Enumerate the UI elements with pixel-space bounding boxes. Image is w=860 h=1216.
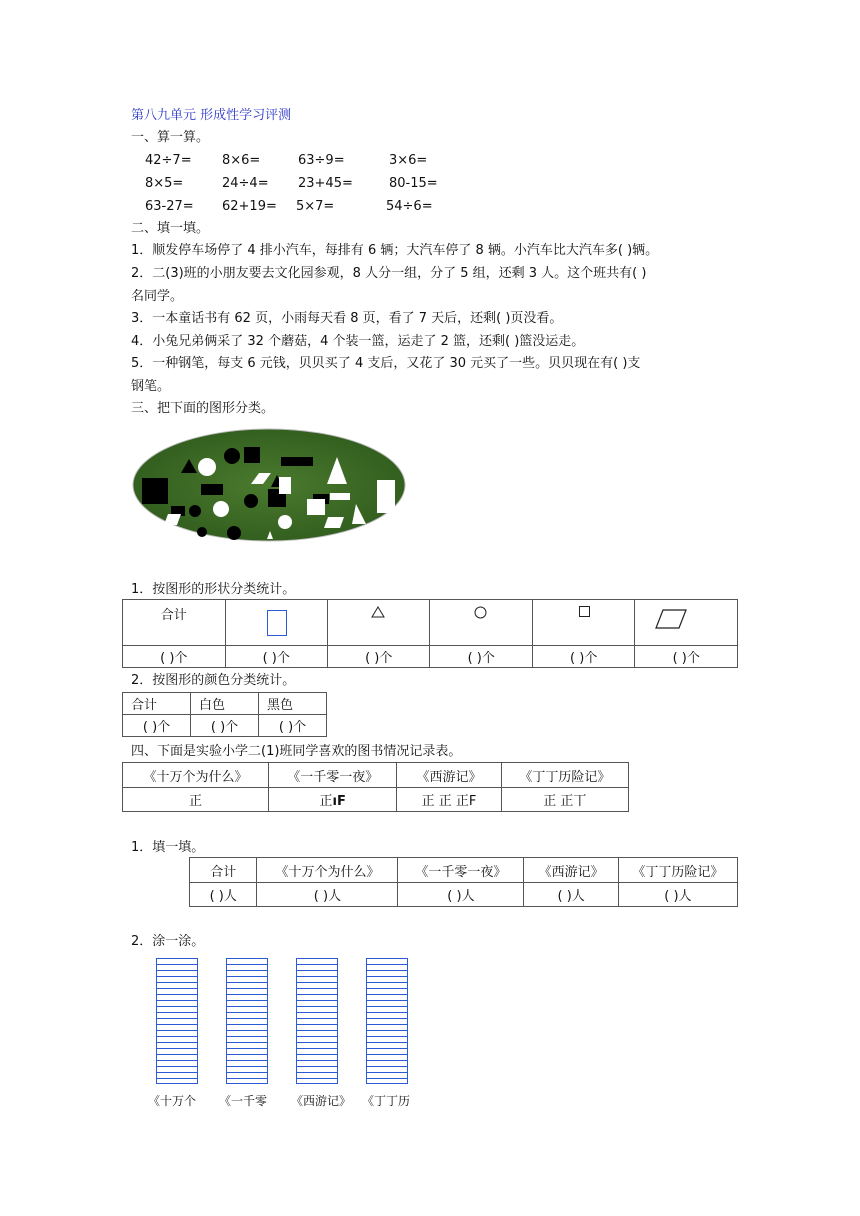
circle-header <box>430 600 532 646</box>
black-circle <box>224 448 240 464</box>
white-rectangle <box>330 493 350 500</box>
partial-tally-mark: 丅 <box>573 794 587 809</box>
problem: 8×6= <box>222 153 261 168</box>
header-cell: 《西游记》 <box>524 858 618 883</box>
problem: 42÷7= <box>145 153 192 168</box>
problem: 5×7= <box>296 199 335 214</box>
section2-heading: 二、填一填。 <box>131 221 210 236</box>
header-cell: 合计 <box>190 858 257 883</box>
header-cell: 《一千零一夜》 <box>269 763 397 788</box>
answer-cell[interactable]: ( )个 <box>123 715 191 737</box>
answer-cell[interactable]: ( )人 <box>190 883 257 907</box>
bar-label: 《丁丁历 <box>362 1094 411 1108</box>
question-2-cont: 名同学。 <box>131 289 184 304</box>
answer-cell[interactable]: ( )人 <box>398 883 524 907</box>
white-rectangle <box>377 480 395 513</box>
total-header: 合计 <box>123 600 226 646</box>
bar-label: 《西游记》 <box>291 1094 352 1108</box>
shape-count-label: 1．按图形的形状分类统计。 <box>131 582 296 597</box>
triangle-icon <box>371 606 385 618</box>
header-cell: 黑色 <box>259 693 327 715</box>
color-count-label: 2．按图形的颜色分类统计。 <box>131 673 296 688</box>
header-cell: 《十万个为什么》 <box>123 763 269 788</box>
problem: 3×6= <box>389 153 428 168</box>
header-cell: 白色 <box>191 693 259 715</box>
answer-cell[interactable]: ( )个 <box>123 646 226 668</box>
triangle-header <box>327 600 429 646</box>
header-cell: 《丁丁历险记》 <box>618 858 737 883</box>
answer-cell[interactable]: ( )个 <box>191 715 259 737</box>
white-circle <box>278 515 292 529</box>
tally-cell <box>397 788 501 812</box>
problem: 63-27= <box>145 199 194 214</box>
bar-label: 《一千零 <box>219 1094 268 1108</box>
shape-count-table <box>122 599 738 668</box>
answer-cell[interactable]: ( )人 <box>524 883 618 907</box>
answer-cell[interactable]: ( )个 <box>532 646 634 668</box>
partial-tally-mark: ıF <box>332 794 346 809</box>
rectangle-header <box>225 600 327 646</box>
question-1: 1．顺发停车场停了 4 排小汽车，每排有 6 辆；大汽车停了 8 辆。小汽车比大汽车多( )辆。 <box>131 243 659 258</box>
white-rectangle <box>279 477 291 494</box>
problem: 24÷4= <box>222 176 269 191</box>
white-circle <box>213 501 229 517</box>
color-bar[interactable] <box>366 958 408 1084</box>
tally-table <box>122 762 629 812</box>
question-5-cont: 钢笔。 <box>131 379 171 394</box>
bar-label: 《十万个 <box>148 1094 197 1108</box>
white-square <box>307 499 325 515</box>
black-rectangle <box>201 484 223 495</box>
problem: 54÷6= <box>386 199 433 214</box>
header-cell: 《一千零一夜》 <box>398 858 524 883</box>
problem: 8×5= <box>145 176 184 191</box>
tally-cell <box>269 788 397 812</box>
header-cell: 《丁丁历险记》 <box>501 763 628 788</box>
tally-marks: 正 正 <box>543 794 574 809</box>
answer-cell[interactable]: ( )个 <box>259 715 327 737</box>
section3-heading: 三、把下面的图形分类。 <box>131 401 275 416</box>
answer-cell[interactable]: ( )人 <box>257 883 398 907</box>
black-rectangle <box>281 457 313 466</box>
tally-marks: 正 正 正 <box>421 794 469 809</box>
question-5: 5．一种钢笔，每支 6 元钱，贝贝买了 4 支后，又花了 30 元买了一些。贝贝现在有( )支 <box>131 356 641 371</box>
answer-cell[interactable]: ( )个 <box>430 646 532 668</box>
question-2: 2．二(3)班的小朋友要去文化园参观，8 人分一组，分了 5 组，还剩 3 人。这个班共有( ) <box>131 266 647 281</box>
color-bar[interactable] <box>226 958 268 1084</box>
black-circle <box>189 505 201 517</box>
question-3: 3．一本童话书有 62 页，小雨每天看 8 页，看了 7 天后，还剩( )页没看。 <box>131 311 563 326</box>
black-circle <box>197 527 207 537</box>
answer-cell[interactable]: ( )人 <box>618 883 737 907</box>
black-square <box>142 478 168 504</box>
color-count-table <box>122 692 327 737</box>
header-cell: 合计 <box>123 693 191 715</box>
answer-cell[interactable]: ( )个 <box>327 646 429 668</box>
parallelogram-header <box>635 600 738 646</box>
square-icon <box>579 606 590 617</box>
black-circle <box>244 494 258 508</box>
problem: 63÷9= <box>298 153 345 168</box>
black-circle <box>227 526 241 540</box>
question-4: 4．小兔兄弟俩采了 32 个蘑菇，4 个装一篮，运走了 2 篮，还剩( )篮没运走。 <box>131 334 585 349</box>
fill-label: 1．填一填。 <box>131 840 205 855</box>
problem: 23+45= <box>298 176 353 191</box>
problem: 80-15= <box>389 176 438 191</box>
section1-heading: 一、算一算。 <box>131 130 210 145</box>
answer-cell[interactable]: ( )个 <box>635 646 738 668</box>
tally-cell: 正 <box>123 788 269 812</box>
square-header <box>532 600 634 646</box>
parallelogram-icon <box>655 609 687 629</box>
header-cell: 《十万个为什么》 <box>257 858 398 883</box>
black-square <box>244 447 260 463</box>
color-bar[interactable] <box>156 958 198 1084</box>
section4-heading: 四、下面是实验小学二(1)班同学喜欢的图书情况记录表。 <box>131 744 462 759</box>
page-title: 第八九单元 形成性学习评测 <box>131 108 292 123</box>
rectangle-icon <box>267 610 287 636</box>
tally-marks: 正 <box>319 794 333 809</box>
header-cell: 《西游记》 <box>397 763 501 788</box>
white-circle <box>198 458 216 476</box>
color-in-label: 2．涂一涂。 <box>131 934 205 949</box>
circle-icon <box>474 606 487 619</box>
problem: 62+19= <box>222 199 277 214</box>
fill-table <box>189 857 738 907</box>
shapes-figure <box>131 427 407 543</box>
tally-cell <box>501 788 628 812</box>
answer-cell[interactable]: ( )个 <box>225 646 327 668</box>
partial-tally-mark: F <box>468 794 477 809</box>
color-bar[interactable] <box>296 958 338 1084</box>
